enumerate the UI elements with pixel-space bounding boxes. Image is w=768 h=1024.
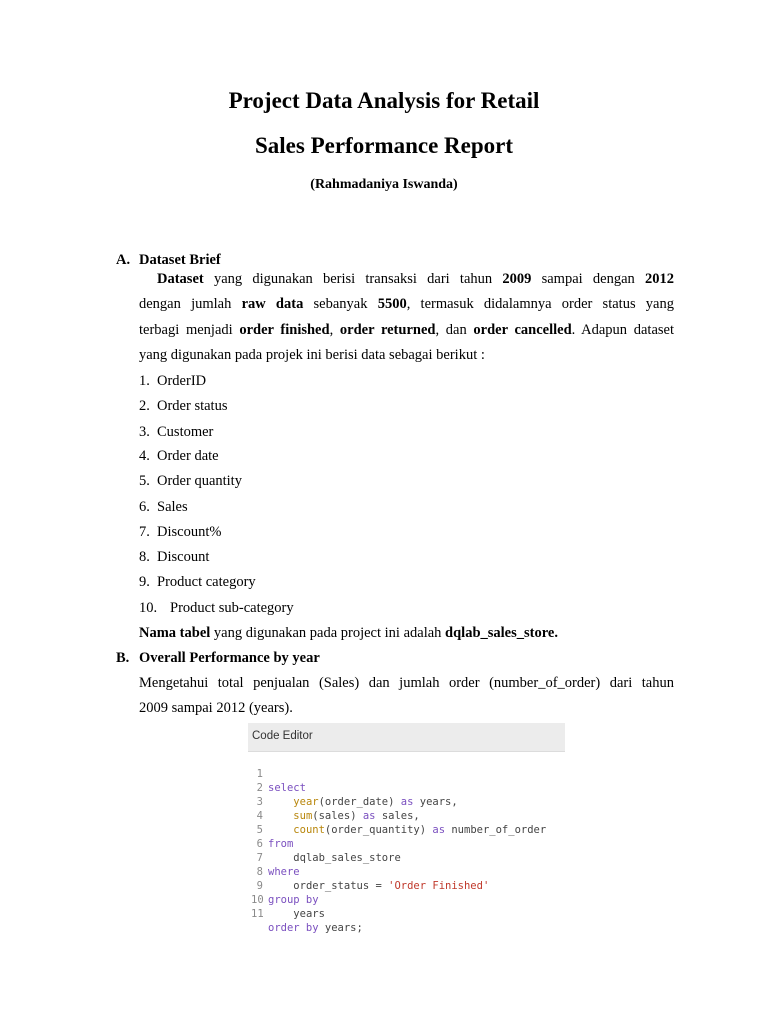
bold-raw-data: raw data xyxy=(241,296,304,312)
bold-count: 5500 xyxy=(377,296,407,312)
list-number: 1. xyxy=(139,373,150,389)
section-b-paragraph-line-1: Mengetahui total penjualan (Sales) dan jumlah order (number_of_order) dari tahun xyxy=(139,675,674,691)
list-item: Sales xyxy=(157,499,188,515)
text: , dan xyxy=(435,322,474,338)
line-number: 4 xyxy=(256,810,263,822)
keyword: order by xyxy=(268,922,319,934)
keyword: as xyxy=(400,796,414,808)
code-text: (sales) xyxy=(312,810,363,822)
code-text: sales, xyxy=(375,810,420,822)
section-a-paragraph-line-4: yang digunakan pada projek ini berisi data sebagai berikut : xyxy=(139,347,485,363)
bold-year-2012: 2012 xyxy=(644,271,674,287)
section-b-letter: B. xyxy=(116,650,130,666)
section-a-paragraph-line-3 xyxy=(139,322,674,339)
list-item: Discount% xyxy=(157,524,222,540)
list-number: 7. xyxy=(139,524,150,540)
line-number: 11 xyxy=(251,908,264,920)
text: , termasuk didalamnya order status yang xyxy=(406,296,674,312)
code-text: number_of_order xyxy=(445,824,547,836)
section-a-letter: A. xyxy=(116,252,131,268)
text: dengan jumlah xyxy=(139,296,242,312)
document-author: (Rahmadaniya Iswanda) xyxy=(310,177,458,192)
list-item: Customer xyxy=(157,424,214,440)
line-number: 9 xyxy=(256,880,263,892)
keyword: select xyxy=(268,782,306,794)
keyword: from xyxy=(268,838,294,850)
list-number: 2. xyxy=(139,398,150,414)
line-number: 10 xyxy=(251,894,264,906)
bold-order-returned: order returned xyxy=(339,322,436,338)
code-line xyxy=(248,809,294,850)
list-number: 5. xyxy=(139,473,150,489)
list-number: 10. xyxy=(139,600,158,616)
list-number: 3. xyxy=(139,424,150,440)
list-item: Product sub-category xyxy=(170,600,294,616)
code-editor-header xyxy=(248,723,565,752)
list-number: 8. xyxy=(139,549,150,565)
bold-nama-tabel: Nama tabel xyxy=(139,625,211,641)
function: count xyxy=(293,824,325,836)
list-item: Order quantity xyxy=(157,473,242,489)
section-b-heading: Overall Performance by year xyxy=(139,650,320,666)
line-number: 2 xyxy=(256,782,263,794)
code-editor-title: Code Editor xyxy=(252,730,313,742)
section-a-paragraph-line-2 xyxy=(139,296,674,313)
bold-order-finished: order finished xyxy=(239,322,330,338)
line-number: 1 xyxy=(256,768,263,780)
text: terbagi menjadi xyxy=(139,322,240,338)
list-number: 9. xyxy=(139,574,150,590)
text: yang digunakan berisi transaksi dari tahun xyxy=(203,271,503,287)
text: yang digunakan pada project ini adalah xyxy=(210,625,446,641)
line-number: 6 xyxy=(256,838,263,850)
text: sampai dengan xyxy=(531,271,645,287)
code-text: years xyxy=(293,908,325,920)
bold-year-2009: 2009 xyxy=(502,271,532,287)
code-text: years; xyxy=(318,922,363,934)
table-name-note xyxy=(139,625,674,642)
line-number: 3 xyxy=(256,796,263,808)
keyword: group by xyxy=(268,894,319,906)
list-item: Order status xyxy=(157,398,228,414)
code-text: (order_date) xyxy=(318,796,401,808)
keyword: as xyxy=(362,810,376,822)
section-a-paragraph-line-1 xyxy=(139,271,674,288)
bold-order-cancelled: order cancelled xyxy=(473,322,572,338)
function: sum xyxy=(293,810,313,822)
line-number: 5 xyxy=(256,824,263,836)
section-a-heading: Dataset Brief xyxy=(139,252,221,268)
list-item: Order date xyxy=(157,448,219,464)
code-line xyxy=(248,753,306,794)
text: sebanyak xyxy=(303,296,378,312)
string-literal: 'Order Finished' xyxy=(388,880,490,892)
line-number: 7 xyxy=(256,852,263,864)
code-editor xyxy=(248,723,565,934)
code-text: dqlab_sales_store xyxy=(293,852,401,864)
keyword: where xyxy=(268,866,300,878)
code-text: order_status = xyxy=(293,880,389,892)
list-item: Discount xyxy=(157,549,210,565)
line-number: 8 xyxy=(256,866,263,878)
list-number: 6. xyxy=(139,499,150,515)
document-title: Project Data Analysis for Retail xyxy=(228,88,540,113)
section-b-paragraph-line-2: 2009 sampai 2012 (years). xyxy=(139,700,293,716)
text: . Adapun dataset xyxy=(571,322,675,338)
bold-dataset: Dataset xyxy=(157,271,204,287)
list-item: OrderID xyxy=(157,373,207,389)
text: , xyxy=(329,322,340,338)
code-text: (order_quantity) xyxy=(324,824,433,836)
keyword: as xyxy=(432,824,446,836)
code-text: years, xyxy=(413,796,458,808)
list-item: Product category xyxy=(157,574,256,590)
bold-table-name: dqlab_sales_store. xyxy=(445,625,558,641)
document-subtitle: Sales Performance Report xyxy=(254,133,514,158)
function: year xyxy=(293,796,319,808)
list-number: 4. xyxy=(139,448,150,464)
